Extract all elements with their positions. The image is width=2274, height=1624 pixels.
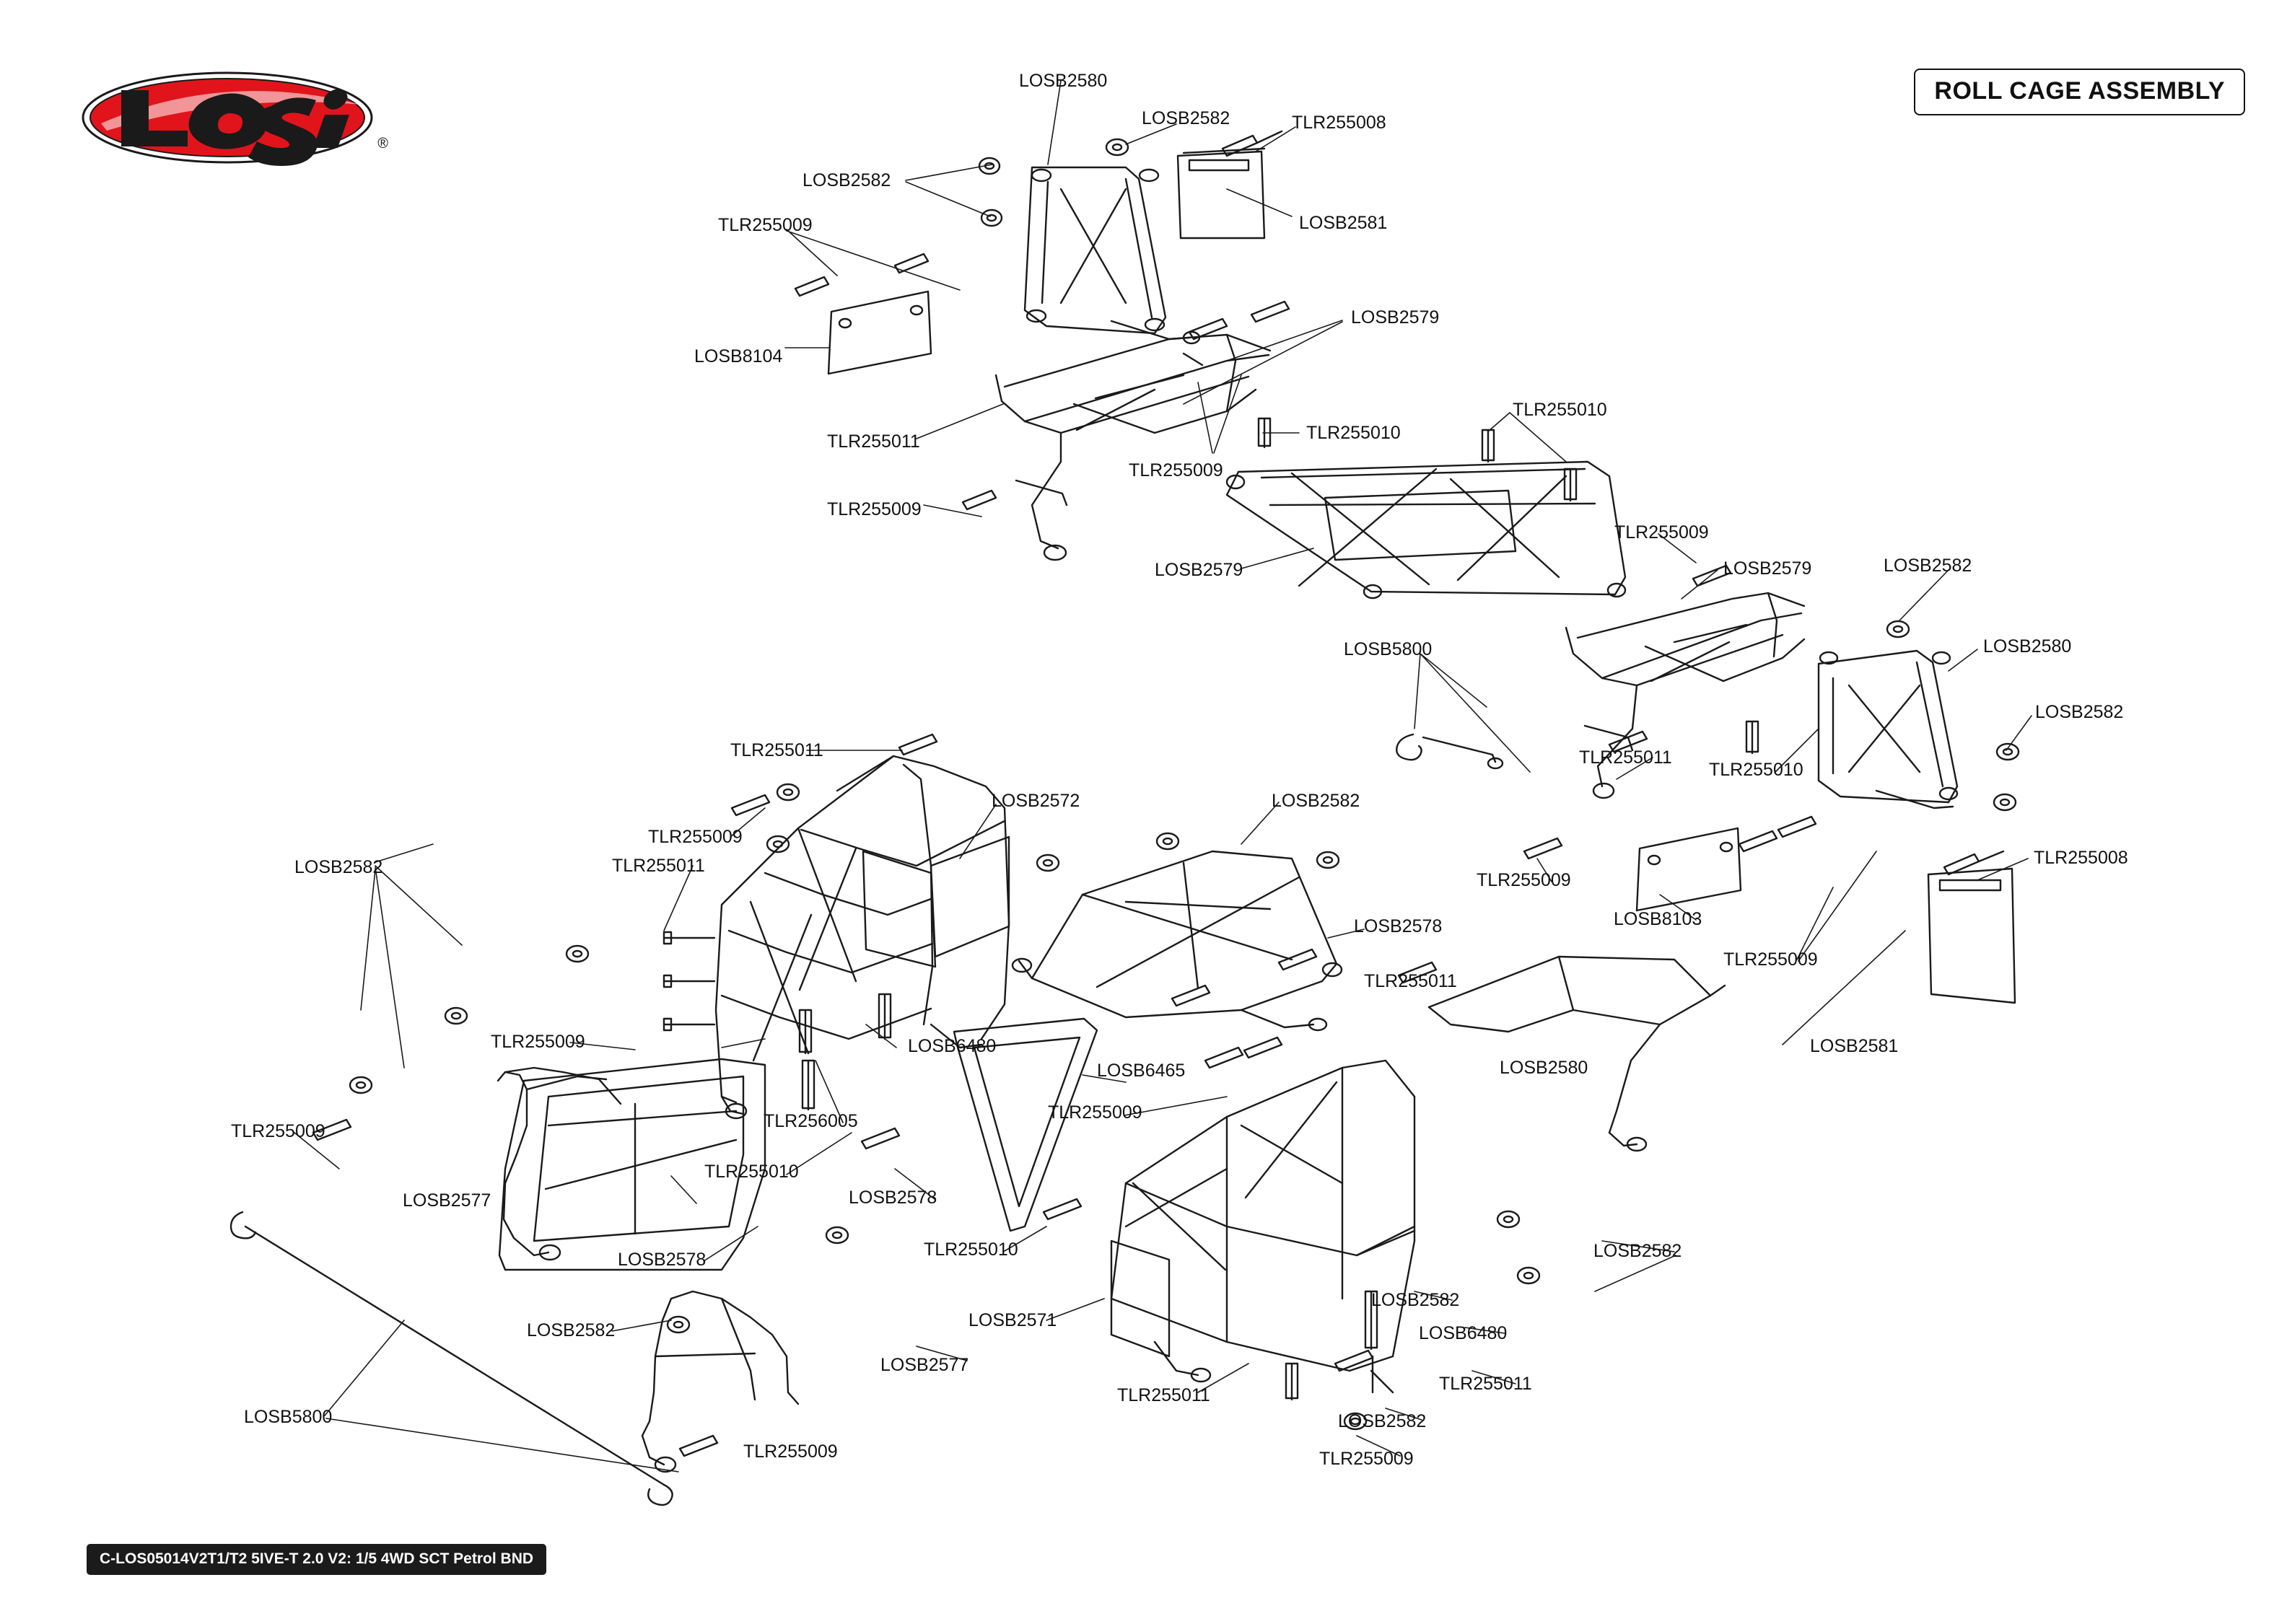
part-label: LOSB2582 [1142, 108, 1230, 128]
part-label: LOSB2579 [1723, 558, 1812, 579]
part-label: TLR255009 [1614, 522, 1709, 543]
part-label: LOSB2581 [1299, 213, 1388, 233]
part-label: TLR255010 [1306, 423, 1401, 443]
part-label: TLR255008 [2034, 848, 2128, 868]
registered-mark: ® [377, 136, 388, 152]
part-label: TLR255009 [743, 1441, 838, 1462]
part-label: TLR255010 [924, 1239, 1018, 1260]
part-label: TLR255008 [1292, 113, 1386, 133]
part-label: TLR255011 [1364, 971, 1457, 991]
part-label: TLR255009 [1723, 949, 1818, 970]
part-label: LOSB2578 [1354, 916, 1443, 936]
part-label: LOSB2580 [1500, 1058, 1588, 1078]
part-label: TLR255010 [1513, 400, 1607, 420]
part-label: LOSB2578 [618, 1250, 707, 1270]
part-label: LOSB6480 [908, 1036, 997, 1056]
part-label: TLR255009 [231, 1121, 325, 1141]
part-label: LOSB2580 [1019, 71, 1108, 91]
part-label: LOSB2582 [1272, 791, 1360, 811]
part-label: TLR256005 [764, 1111, 858, 1131]
part-label: LOSB2580 [1983, 636, 2072, 657]
part-label: LOSB2582 [527, 1320, 616, 1340]
part-label: TLR255009 [1048, 1102, 1142, 1123]
part-label: LOSB5800 [1344, 639, 1433, 659]
page-title-text: ROLL CAGE ASSEMBLY [1934, 77, 2225, 105]
part-label: TLR255011 [612, 856, 705, 876]
part-label: TLR255011 [1117, 1385, 1210, 1405]
part-label: LOSB8104 [694, 346, 783, 367]
part-label: LOSB2582 [1884, 556, 1972, 576]
part-label: TLR255009 [1319, 1449, 1414, 1469]
part-label: TLR255011 [827, 431, 920, 452]
part-label: LOSB2578 [849, 1188, 937, 1208]
part-label: LOSB2582 [294, 857, 383, 877]
part-label: LOSB2577 [403, 1190, 491, 1211]
part-label: TLR255011 [1579, 747, 1672, 768]
part-label: LOSB2582 [1338, 1411, 1427, 1431]
part-label: LOSB2581 [1810, 1036, 1899, 1056]
part-label: TLR255009 [827, 499, 922, 519]
part-label: TLR255009 [491, 1032, 585, 1052]
part-label: TLR255009 [648, 827, 743, 847]
part-label: LOSB2572 [992, 791, 1080, 811]
footer-part-code [87, 1544, 546, 1575]
part-label: LOSB2579 [1351, 307, 1440, 328]
part-label: LOSB6480 [1419, 1323, 1508, 1343]
part-label: TLR255009 [1129, 460, 1223, 480]
part-label: TLR255009 [1477, 870, 1571, 890]
part-label: LOSB8103 [1614, 909, 1702, 929]
part-label: LOSB5800 [244, 1407, 333, 1427]
part-label: LOSB6465 [1097, 1061, 1186, 1081]
part-label: LOSB2579 [1155, 560, 1243, 580]
part-label: TLR255011 [1439, 1374, 1532, 1394]
part-label: LOSB2577 [880, 1355, 969, 1375]
part-label: TLR255010 [1709, 760, 1803, 780]
part-label: LOSB2582 [1371, 1290, 1460, 1310]
part-label: LOSB2582 [2035, 702, 2124, 722]
part-label: TLR255011 [730, 740, 823, 760]
part-label: LOSB2582 [803, 170, 891, 190]
part-label: TLR255009 [718, 215, 813, 235]
part-label: LOSB2571 [968, 1310, 1057, 1330]
part-label: LOSB2582 [1593, 1241, 1682, 1261]
part-label: TLR255010 [704, 1162, 799, 1182]
footer-part-code-text: C-LOS05014V2T1/T2 5IVE-T 2.0 V2: 1/5 4WD SCT Petrol BND [100, 1550, 534, 1567]
